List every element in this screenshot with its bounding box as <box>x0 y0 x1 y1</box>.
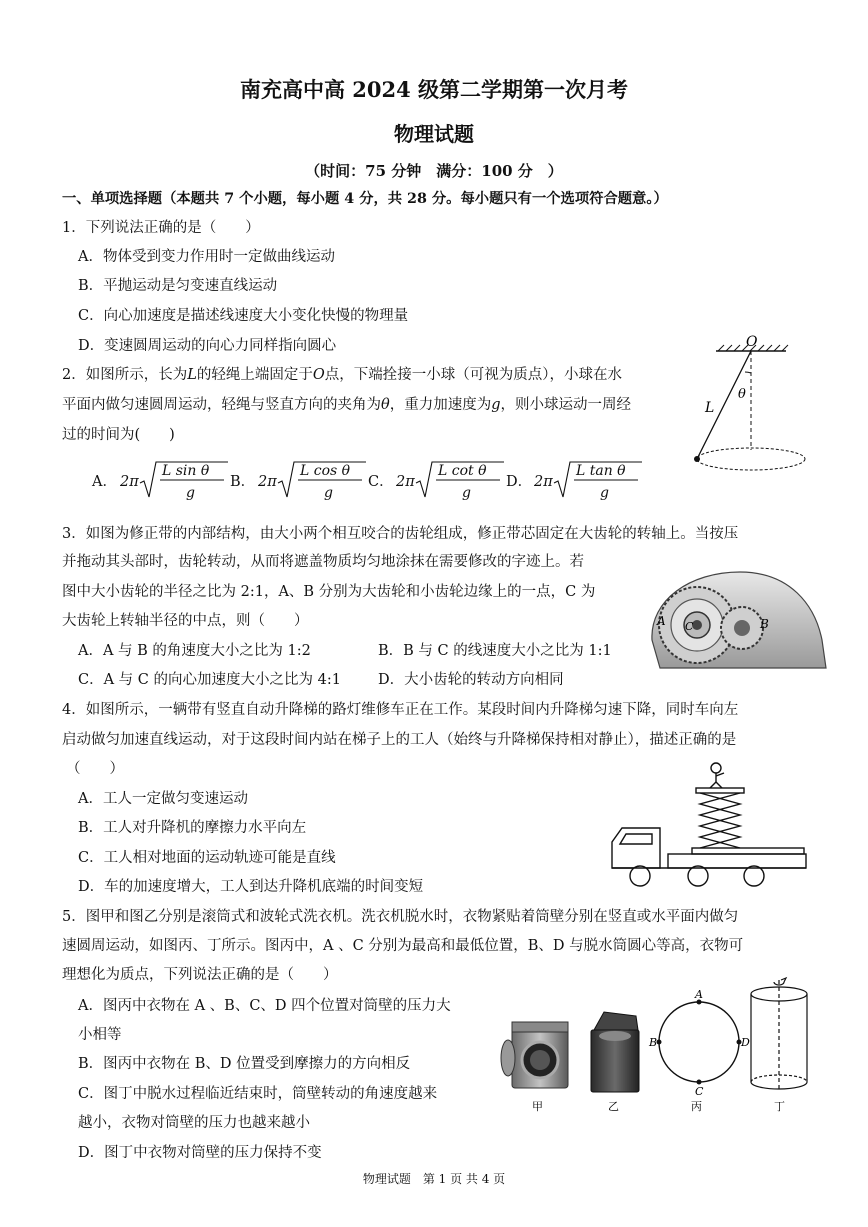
q3-option-a: A．A 与 B 的角速度大小之比为 1:2 <box>78 643 311 659</box>
q2-line1: 2．如图所示，长为L的轻绳上端固定于O点，下端拴接一小球（可视为质点），小球在水 <box>62 367 623 383</box>
q5-option-a-line1: A．图丙中衣物在 A 、B、C、D 四个位置对筒壁的压力大 <box>78 998 451 1014</box>
q1-option-b: B．平抛运动是匀变速直线运动 <box>78 278 278 294</box>
caption-ding: 丁 <box>774 1100 785 1113</box>
fig-point-a: A <box>657 614 666 628</box>
q3-option-c: C．A 与 C 的向心加速度大小之比为 4:1 <box>78 672 341 688</box>
q1-stem: 1．下列说法正确的是（ ） <box>62 220 260 236</box>
q5-option-c-line1: C．图丁中脱水过程临近结束时，筒壁转动的角速度越来 <box>78 1086 438 1102</box>
q1-option-d: D．变速圆周运动的向心力同样指向圆心 <box>78 338 337 354</box>
q4-option-a: A．工人一定做匀变速运动 <box>78 791 248 807</box>
q3-option-b: B．B 与 C 的线速度大小之比为 1:1 <box>378 643 612 659</box>
q2-line3: 过的时间为( ) <box>62 427 175 443</box>
q4-line2: 启动做匀加速直线运动，对于这段时间内站在梯子上的工人（始终与升降梯保持相对静止），描述正确的是 <box>62 732 737 748</box>
fig-point-d: D <box>741 1036 750 1049</box>
q3-line1: 3．如图为修正带的内部结构，由大小两个相互咬合的齿轮组成，修正带芯固定在大齿轮的转轴上。当按压 <box>62 526 739 542</box>
q2-line2: 平面内做匀速圆周运动，轻绳与竖直方向的夹角为θ，重力加速度为g，则小球运动一周经 <box>62 397 632 413</box>
q5-option-d: D．图丁中衣物对筒壁的压力保持不变 <box>78 1145 322 1161</box>
q1-option-c: C．向心加速度是描述线速度大小变化快慢的物理量 <box>78 308 409 324</box>
fig-label-theta: θ <box>738 387 746 402</box>
q1-option-a: A．物体受到变力作用时一定做曲线运动 <box>78 249 335 265</box>
fig-point-c: C <box>685 620 694 633</box>
exam-title: 南充高中高 2024 级第二学期第一次月考 <box>239 77 629 102</box>
q5-line2: 速圆周运动，如图丙、丁所示。图丙中，A 、C 分别为最高和最低位置，B、D 与脱水筒圆心等高，衣物可 <box>62 938 744 954</box>
q3-option-d: D．大小齿轮的转动方向相同 <box>378 672 564 688</box>
q3-line2: 并拖动其头部时，齿轮转动，从而将遮盖物质均匀地涂抹在需要修改的字迹上。若 <box>62 554 584 570</box>
exam-meta: （时间：75 分钟 满分：100 分 ） <box>305 162 563 180</box>
top-loader-image <box>591 1012 639 1092</box>
q4-line3: （ ） <box>66 761 124 777</box>
caption-yi: 乙 <box>608 1100 619 1113</box>
section-heading: 一、单项选择题（本题共 7 个小题，每小题 4 分，共 28 分。每小题只有一个选项符合题意。） <box>62 191 668 207</box>
q4-option-c: C．工人相对地面的运动轨迹可能是直线 <box>78 850 336 866</box>
q3-line4: 大齿轮上转轴半径的中点，则（ ） <box>62 613 309 629</box>
cylinder-diagram <box>751 978 807 1090</box>
caption-jia: 甲 <box>532 1100 543 1113</box>
q5-line3: 理想化为质点，下列说法正确的是（ ） <box>62 967 338 983</box>
q5-line1: 5．图甲和图乙分别是滚筒式和波轮式洗衣机。洗衣机脱水时，衣物紧贴着筒壁分别在竖直或水平面内做匀 <box>62 909 739 925</box>
subject-title: 物理试题 <box>394 122 474 146</box>
q3-line3: 图中大小齿轮的半径之比为 2:1，A、B 分别为大齿轮和小齿轮边缘上的一点，C 为 <box>62 584 596 600</box>
q4-option-d: D．车的加速度增大，工人到达升降机底端的时间变短 <box>78 879 424 895</box>
q5-option-a-line2: 小相等 <box>78 1027 122 1043</box>
caption-bing: 丙 <box>691 1100 702 1113</box>
fig-label-l: L <box>705 400 715 416</box>
fig-point-b: B <box>649 1036 658 1049</box>
fig-label-o: O <box>746 334 758 350</box>
page-footer: 物理试题 第 1 页 共 4 页 <box>362 1172 506 1186</box>
q5-option-c-line2: 越小，衣物对筒壁的压力也越来越小 <box>78 1115 310 1131</box>
vertical-circle-diagram <box>648 988 750 1098</box>
fig-point-b: B <box>760 617 769 631</box>
q4-line1: 4．如图所示，一辆带有竖直自动升降梯的路灯维修车正在工作。某段时间内升降梯匀速下降，同时车向左 <box>62 702 739 718</box>
q4-option-b: B．工人对升降机的摩擦力水平向左 <box>78 820 307 836</box>
q5-option-b: B．图丙中衣物在 B、D 位置受到摩擦力的方向相反 <box>78 1056 411 1072</box>
front-loader-image <box>501 1022 568 1088</box>
fig-point-c: C <box>695 1085 704 1098</box>
fig-point-a: A <box>695 988 703 1001</box>
